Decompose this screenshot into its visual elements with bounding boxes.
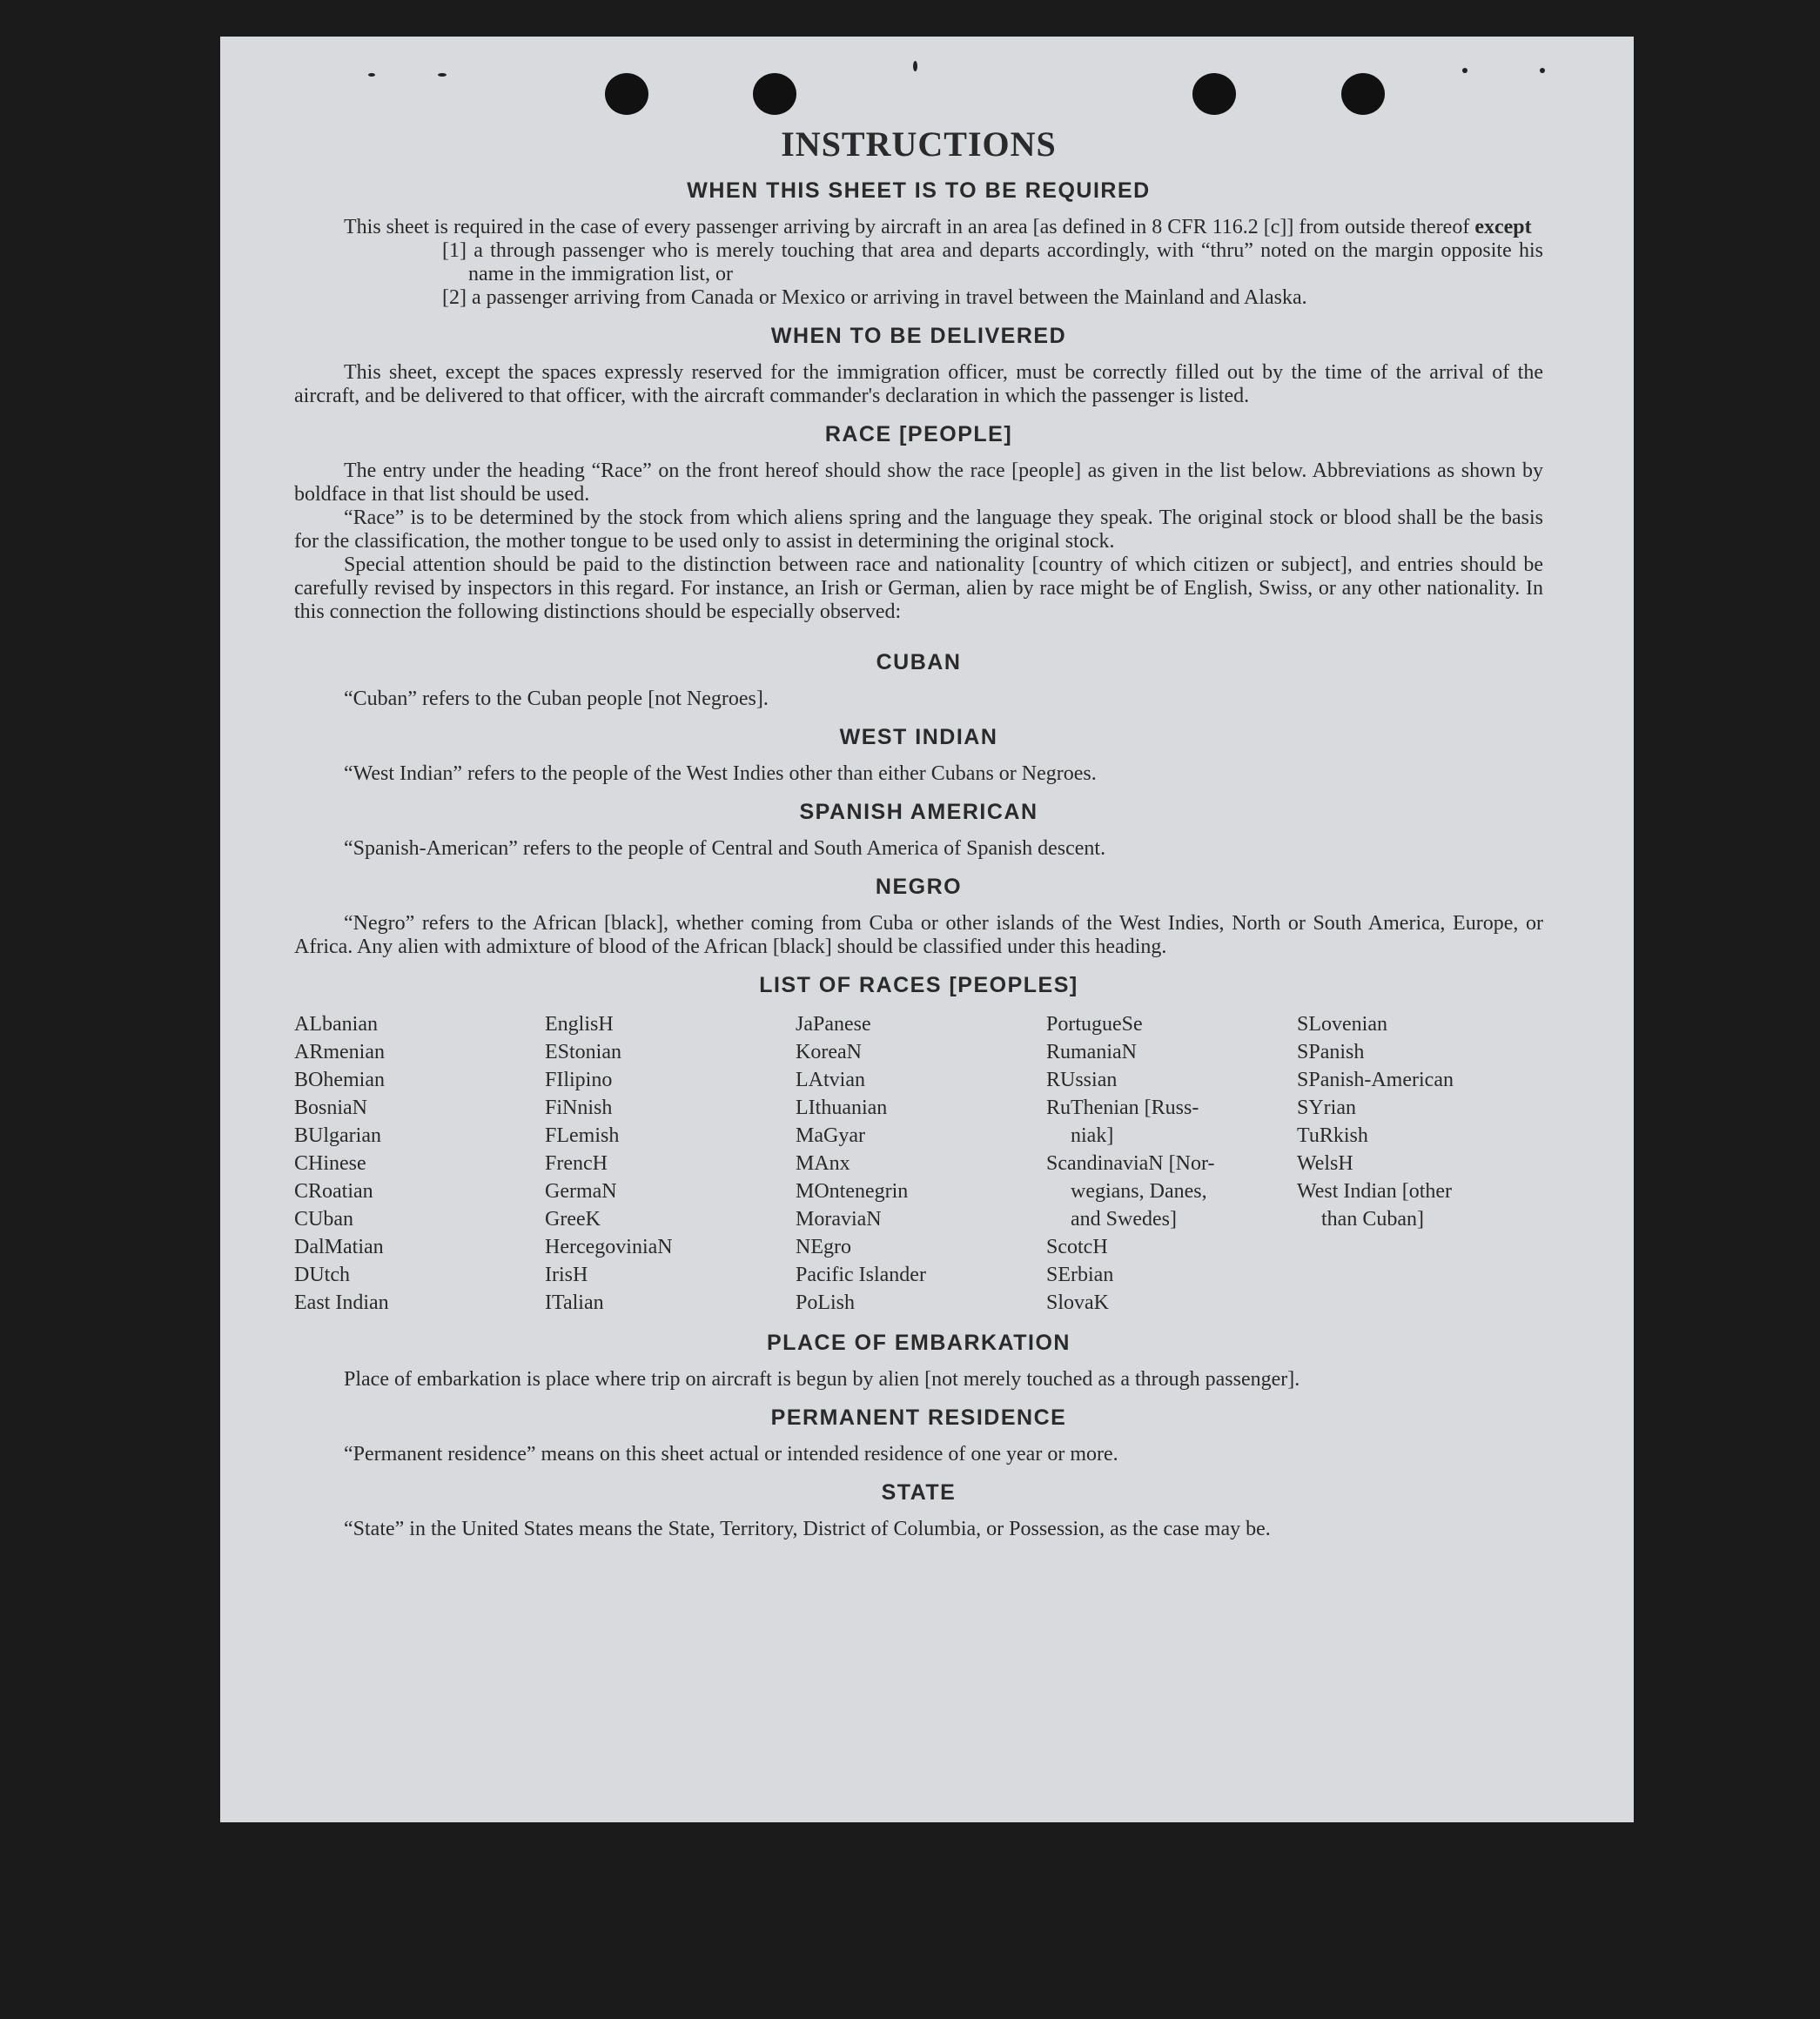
race-item: CUban — [294, 1208, 353, 1231]
race-item: MAnx — [796, 1152, 850, 1175]
race-item: Pacific Islander — [796, 1264, 926, 1286]
section-heading: WEST INDIAN — [839, 725, 998, 749]
race-item: WelsH — [1297, 1152, 1353, 1175]
paragraph: “Race” is to be determined by the stock from which aliens spring and the language they speak. The original stock or blood shall be the basis for the classification, the mother tongue to be used only to assist in determining the original stock. — [294, 506, 1543, 553]
race-item: LAtvian — [796, 1069, 865, 1091]
section-heading: STATE — [881, 1480, 957, 1505]
section-heading: CUBAN — [876, 650, 962, 674]
race-item: East Indian — [294, 1291, 389, 1314]
punch-hole — [1192, 73, 1236, 115]
paragraph: The entry under the heading “Race” on the front hereof should show the race [people] as given in the list below. Abbreviations as shown by boldface in that list should be used. — [294, 459, 1543, 506]
race-item: RumaniaN — [1046, 1041, 1137, 1063]
race-item: ALbanian — [294, 1013, 378, 1036]
race-column — [1046, 1010, 1297, 1317]
race-item: FLemish — [545, 1124, 620, 1147]
race-item: RUssian — [1046, 1069, 1118, 1091]
instructions-content — [294, 124, 1543, 1541]
race-item-continued: niak] — [1071, 1124, 1114, 1147]
race-item: FrencH — [545, 1152, 608, 1175]
speck — [1540, 68, 1545, 73]
race-item: FIlipino — [545, 1069, 613, 1091]
race-item: JaPanese — [796, 1013, 871, 1036]
race-item: NEgro — [796, 1236, 851, 1258]
race-column — [1297, 1010, 1548, 1317]
race-item: SPanish — [1297, 1041, 1365, 1063]
paragraph: “Permanent residence” means on this sheet actual or intended residence of one year or more. — [344, 1443, 1118, 1466]
list-item: [1] a through passenger who is merely touching that area and departs accordingly, with “thru” noted on the margin opposite his name in the immigration list, or — [442, 239, 1543, 285]
race-item: MoraviaN — [796, 1208, 882, 1231]
section-heading: NEGRO — [875, 875, 963, 899]
race-item: KoreaN — [796, 1041, 862, 1063]
punch-hole — [753, 73, 796, 115]
race-item: EnglisH — [545, 1013, 614, 1036]
section-heading: WHEN TO BE DELIVERED — [770, 324, 1067, 348]
paragraph: This sheet is required in the case of every passenger arriving by aircraft in an area [as defined in 8 CFR 116.2 [c]] from outside thereof except — [344, 216, 1532, 238]
race-item: ScotcH — [1046, 1236, 1108, 1258]
speck — [1462, 68, 1467, 73]
race-column — [294, 1010, 545, 1317]
race-item: SErbian — [1046, 1264, 1114, 1286]
section-heading: PLACE OF EMBARKATION — [767, 1331, 1071, 1355]
section-heading: SPANISH AMERICAN — [799, 800, 1038, 824]
race-item: SlovaK — [1046, 1291, 1109, 1314]
speck — [438, 73, 447, 77]
race-item: West Indian [other — [1297, 1180, 1453, 1203]
paragraph: “State” in the United States means the State, Territory, District of Columbia, or Possession, as the case may be. — [344, 1518, 1271, 1540]
race-item: DalMatian — [294, 1236, 384, 1258]
speck — [368, 73, 375, 77]
race-item: BOhemian — [294, 1069, 385, 1091]
paragraph: “Negro” refers to the African [black], whether coming from Cuba or other islands of the West Indies, North or South America, Europe, or Africa. Any alien with admixture of blood of the African [black] should be classified under this heading. — [294, 912, 1543, 958]
race-item: PoLish — [796, 1291, 856, 1314]
punch-hole — [605, 73, 648, 115]
race-item: EStonian — [545, 1041, 621, 1063]
race-item: CHinese — [294, 1152, 366, 1175]
section-heading: PERMANENT RESIDENCE — [770, 1405, 1067, 1430]
race-column — [796, 1010, 1046, 1317]
race-item: ARmenian — [294, 1041, 385, 1063]
race-item: ScandinaviaN [Nor- — [1046, 1152, 1215, 1175]
punch-hole — [1341, 73, 1385, 115]
race-item: SYrian — [1297, 1097, 1356, 1119]
race-item: SLovenian — [1297, 1013, 1387, 1036]
race-item: GreeK — [545, 1208, 601, 1231]
race-item: FiNnish — [545, 1097, 613, 1119]
race-item: GermaN — [545, 1180, 617, 1203]
race-column — [545, 1010, 796, 1317]
race-item: BosniaN — [294, 1097, 367, 1119]
paragraph: Place of embarkation is place where trip on aircraft is begun by alien [not merely touched as a through passenger]. — [344, 1368, 1300, 1391]
race-item: TuRkish — [1297, 1124, 1368, 1147]
race-item-continued: and Swedes] — [1071, 1208, 1177, 1231]
speck — [913, 61, 917, 71]
race-item: PortugueSe — [1046, 1013, 1143, 1036]
list-item: [2] a passenger arriving from Canada or Mexico or arriving in travel between the Mainland and Alaska. — [442, 286, 1307, 309]
paragraph: This sheet, except the spaces expressly reserved for the immigration officer, must be correctly filled out by the time of the arrival of the aircraft, and be delivered to that officer, with the aircraft commander's declaration in which the passenger is listed. — [294, 361, 1543, 407]
paragraph: “Cuban” refers to the Cuban people [not Negroes]. — [344, 688, 769, 710]
race-item: MOntenegrin — [796, 1180, 909, 1203]
section-heading: WHEN THIS SHEET IS TO BE REQUIRED — [687, 178, 1151, 203]
paragraph: “Spanish-American” refers to the people of Central and South America of Spanish descent. — [344, 837, 1106, 860]
race-item: SPanish-American — [1297, 1069, 1454, 1091]
race-item: RuThenian [Russ- — [1046, 1097, 1199, 1119]
page-title: INSTRUCTIONS — [781, 124, 1057, 164]
race-item: IrisH — [545, 1264, 588, 1286]
race-item: MaGyar — [796, 1124, 865, 1147]
paragraph: Special attention should be paid to the distinction between race and nationality [country of which citizen or subject], and entries should be carefully revised by inspectors in this regard. For instance, an Irish or German, alien by race might be of English, Swiss, or any other nationality. In this connection the following distinctions should be especially observed: — [294, 553, 1543, 623]
race-item: BUlgarian — [294, 1124, 381, 1147]
race-item: DUtch — [294, 1264, 350, 1286]
race-item-continued: wegians, Danes, — [1071, 1180, 1207, 1203]
document-sheet — [220, 37, 1634, 1822]
race-list — [294, 1010, 1543, 1317]
paragraph: “West Indian” refers to the people of the West Indies other than either Cubans or Negroes. — [344, 762, 1097, 785]
section-heading: LIST OF RACES [PEOPLES] — [759, 973, 1078, 997]
race-item: CRoatian — [294, 1180, 373, 1203]
race-item: ITalian — [545, 1291, 604, 1314]
race-item-continued: than Cuban] — [1321, 1208, 1424, 1231]
race-item: HercegoviniaN — [545, 1236, 673, 1258]
section-heading: RACE [PEOPLE] — [824, 422, 1013, 446]
race-item: LIthuanian — [796, 1097, 888, 1119]
